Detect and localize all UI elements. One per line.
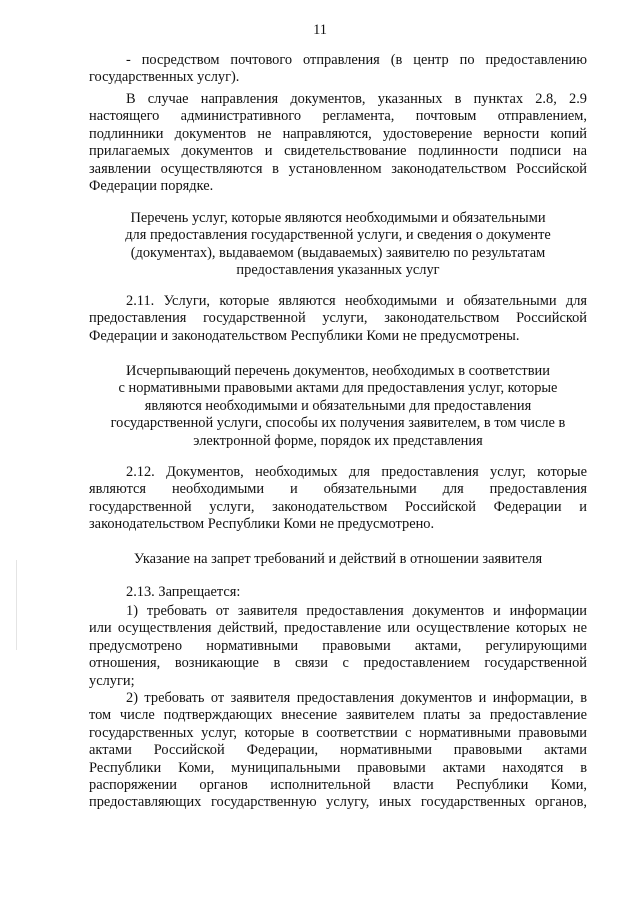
- heading-line: для предоставления государственной услуги, и сведения о документе: [125, 227, 551, 244]
- text-line: актами Российской Федерации, нормативными правовыми актами: [89, 742, 587, 759]
- text-line: том числе подтверждающих внесение заявителем платы за предоставление: [89, 707, 587, 724]
- section-heading-documents: [89, 363, 587, 450]
- list-item-1: [89, 603, 587, 690]
- text-line: или осуществления действий, предоставление или осуществление которых не: [89, 620, 587, 637]
- text-line: предоставления государственной услуги, законодательством Российской: [89, 310, 587, 327]
- text-line: предоставляющих государственную услугу, иных государственных органов,: [89, 794, 587, 811]
- text-line: В случае направления документов, указанных в пунктах 2.8, 2.9: [126, 91, 587, 107]
- heading-line: Перечень услуг, которые являются необходимыми и обязательными: [130, 210, 546, 226]
- text-line: 2) требовать от заявителя предоставления документов и информации, в: [126, 690, 587, 706]
- heading-line: государственной услуги, способы их получения заявителем, в том числе в: [110, 415, 566, 432]
- text-line: заявлении осуществляются в установленном законодательством Российской: [89, 160, 587, 177]
- page-number: 11: [313, 22, 327, 38]
- text-line: услуги;: [89, 672, 135, 689]
- text-line: - посредством почтового отправления (в центр по предоставлению: [126, 52, 587, 68]
- heading-line: Исчерпывающий перечень документов, необходимых в соответствии: [126, 363, 550, 379]
- scan-artifact-line: [16, 560, 17, 650]
- heading-line: (документах), выдаваемом (выдаваемых) заявителю по результатам: [130, 244, 546, 261]
- paragraph-mail-documents: [89, 91, 587, 195]
- text-line: 2.13. Запрещается:: [126, 584, 241, 600]
- text-line: Федерации порядке.: [89, 177, 214, 194]
- text-line: государственной услуги, законодательством Российской Федерации и: [89, 498, 587, 515]
- section-heading-services: [89, 210, 587, 280]
- text-line: являются необходимыми и обязательными для предоставления: [89, 481, 587, 498]
- text-line: Федерации и законодательством Республики Коми не предусмотрены.: [89, 327, 520, 344]
- paragraph-postal: [89, 52, 587, 87]
- text-line: законодательством Республики Коми не предусмотрено.: [89, 516, 435, 533]
- heading-line: являются необходимыми и обязательными для предоставления: [144, 397, 532, 414]
- paragraph-2-11: [89, 293, 587, 345]
- section-heading-prohibition: [89, 551, 587, 568]
- text-line: 2.12. Документов, необходимых для предоставления услуг, которые: [126, 464, 587, 480]
- text-line: прилагаемых документов и свидетельствование подлинности подписи на: [89, 143, 587, 160]
- text-line: государственных услуг).: [89, 69, 240, 86]
- text-line: государственных услуг, которые в соответствии с нормативными правовыми: [89, 724, 587, 741]
- text-line: 2.11. Услуги, которые являются необходимыми и обязательными для: [126, 293, 587, 309]
- text-line: подлинники документов не направляются, удостоверение верности копий: [89, 125, 587, 142]
- paragraph-2-13: [89, 584, 587, 601]
- heading-line: с нормативными правовыми актами для предоставления услуг, которые: [118, 380, 558, 397]
- text-line: отношения, возникающие в связи с предоставлением государственной: [89, 655, 587, 672]
- text-line: Республики Коми, муниципальными правовыми актами находятся в: [89, 759, 587, 776]
- heading-line: Указание на запрет требований и действий в отношении заявителя: [133, 551, 543, 567]
- paragraph-2-12: [89, 464, 587, 534]
- list-item-2: [89, 690, 587, 812]
- text-line: распоряжении органов исполнительной власти Республики Коми,: [89, 776, 587, 793]
- heading-line: электронной форме, порядок их представления: [193, 432, 483, 449]
- text-line: 1) требовать от заявителя предоставления документов и информации: [126, 603, 587, 619]
- heading-line: предоставления указанных услуг: [236, 262, 440, 279]
- text-line: настоящего административного регламента, почтовым отправлением,: [89, 108, 587, 125]
- text-line: предусмотрено нормативными правовыми актами, регулирующими: [89, 637, 587, 654]
